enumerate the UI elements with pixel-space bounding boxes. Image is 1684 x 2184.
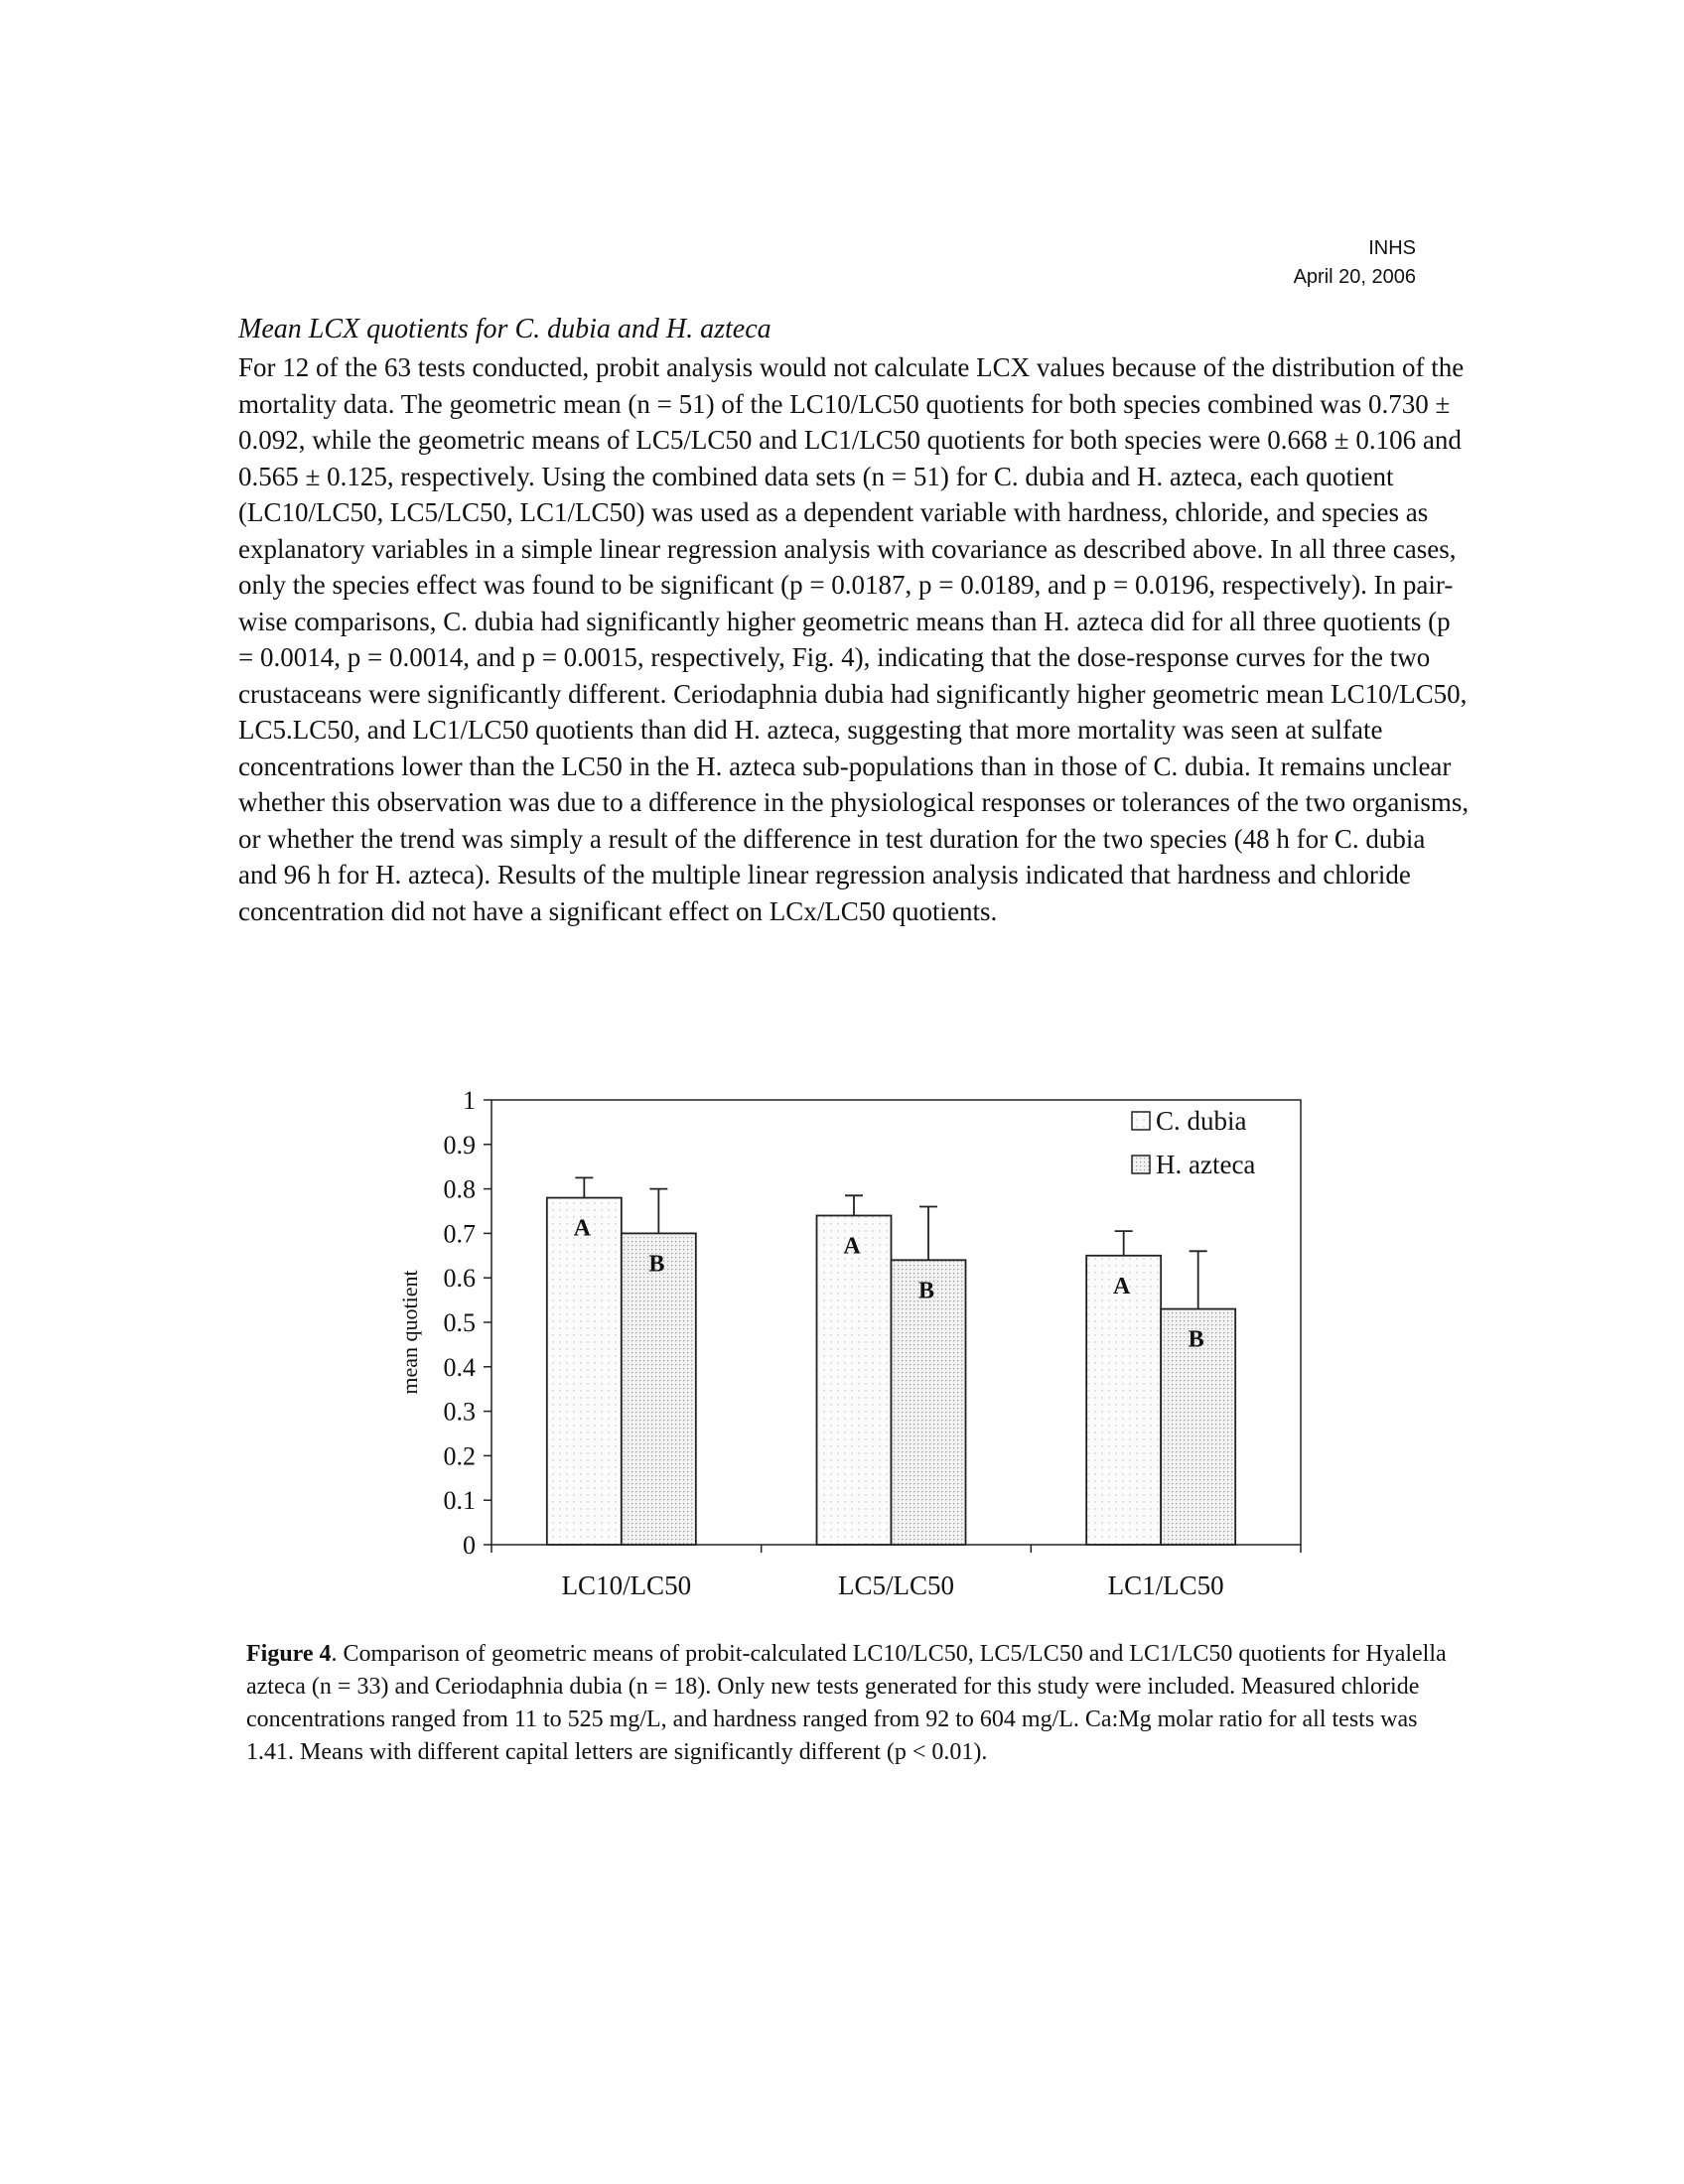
x-tick-label: LC5/LC50: [837, 1570, 955, 1600]
y-tick-label: 0.2: [443, 1441, 476, 1471]
significance-letter: A: [573, 1215, 592, 1242]
significance-letter: B: [1188, 1326, 1204, 1353]
caption-label: Figure 4: [246, 1641, 332, 1667]
bar-c-dubia: [817, 1215, 892, 1545]
y-tick-label: 0.5: [443, 1308, 476, 1337]
y-tick-label: 0.9: [443, 1130, 476, 1160]
y-tick-label: 1: [463, 1086, 476, 1115]
significance-letter: B: [648, 1251, 665, 1278]
caption-text: . Comparison of geometric means of probit-calculated LC10/LC50, LC5/LC50 and LC1/LC50 quotients for Hyalella azteca (n = 33) and Ceriodaphnia dubia (n = 18). Only new tests generated for this study were included. Measured chloride concentrations ranged from 11 to 525 mg/L, and hardness ranged from 92 to 604 mg/L. Ca:Mg molar ratio for all tests was 1.41. Means with different capital letters are significantly different (p < 0.01).: [246, 1641, 1447, 1765]
bar-c-dubia: [547, 1198, 622, 1545]
body-text: [238, 349, 1470, 929]
legend-label: C. dubia: [1156, 1106, 1247, 1136]
significance-letter: A: [1112, 1273, 1131, 1299]
significance-letter: A: [843, 1233, 861, 1260]
y-tick-label: 0: [463, 1531, 476, 1560]
header-date: April 20, 2006: [1293, 266, 1416, 288]
legend-swatch: [1132, 1112, 1150, 1130]
y-tick-label: 0.8: [443, 1174, 476, 1204]
bar-chart: [377, 1082, 1311, 1618]
y-tick-label: 0.3: [443, 1397, 476, 1427]
significance-letter: B: [917, 1278, 935, 1304]
page-header: [1294, 234, 1416, 292]
bar-h-azteca: [622, 1233, 696, 1545]
legend-label: H. azteca: [1156, 1150, 1256, 1179]
figure-4-chart: [377, 1082, 1311, 1618]
body-paragraph: For 12 of the 63 tests conducted, probit analysis would not calculate LCX values because of the distribution of the mortality data. The geometric mean (n = 51) of the LC10/LC50 quotients for both species combined was 0.730 ± 0.092, while the geometric means of LC5/LC50 and LC1/LC50 quotients for both species were 0.668 ± 0.106 and 0.565 ± 0.125, respectively. Using the combined data sets (n = 51) for C. dubia and H. azteca, each quotient (LC10/LC50, LC5/LC50, LC1/LC50) was used as a dependent variable with hardness, chloride, and species as explanatory variables in a simple linear regression analysis with covariance as described above. In all three cases, only the species effect was found to be significant (p = 0.0187, p = 0.0189, and p = 0.0196, respectively). In pair-wise comparisons, C. dubia had significantly higher geometric means than H. azteca did for all three quotients (p = 0.0014, p = 0.0014, and p = 0.0015, respectively, Fig. 4), indicating that the dose-response curves for the two crustaceans were significantly different. Ceriodaphnia dubia had significantly higher geometric mean LC10/LC50, LC5.LC50, and LC1/LC50 quotients than did H. azteca, suggesting that more mortality was seen at sulfate concentrations lower than the LC50 in the H. azteca sub-populations than in those of C. dubia. It remains unclear whether this observation was due to a difference in the physiological responses or tolerances of the two organisms, or whether the trend was simply a result of the difference in test duration for the two species (48 h for C. dubia and 96 h for H. azteca). Results of the multiple linear regression analysis indicated that hardness and chloride concentration did not have a significant effect on LCx/LC50 quotients.: [238, 352, 1470, 926]
y-tick-label: 0.6: [443, 1264, 476, 1294]
y-tick-label: 0.7: [443, 1219, 476, 1249]
section-title: Mean LCX quotients for C. dubia and H. azteca: [238, 314, 772, 344]
y-axis-label: mean quotient: [397, 1270, 422, 1395]
y-tick-label: 0.1: [443, 1486, 476, 1516]
x-tick-label: LC10/LC50: [561, 1570, 692, 1600]
legend-swatch: [1132, 1156, 1150, 1173]
figure-caption: [246, 1638, 1448, 1769]
x-tick-label: LC1/LC50: [1107, 1570, 1224, 1600]
header-org: INHS: [1368, 237, 1416, 259]
y-tick-label: 0.4: [443, 1352, 476, 1382]
